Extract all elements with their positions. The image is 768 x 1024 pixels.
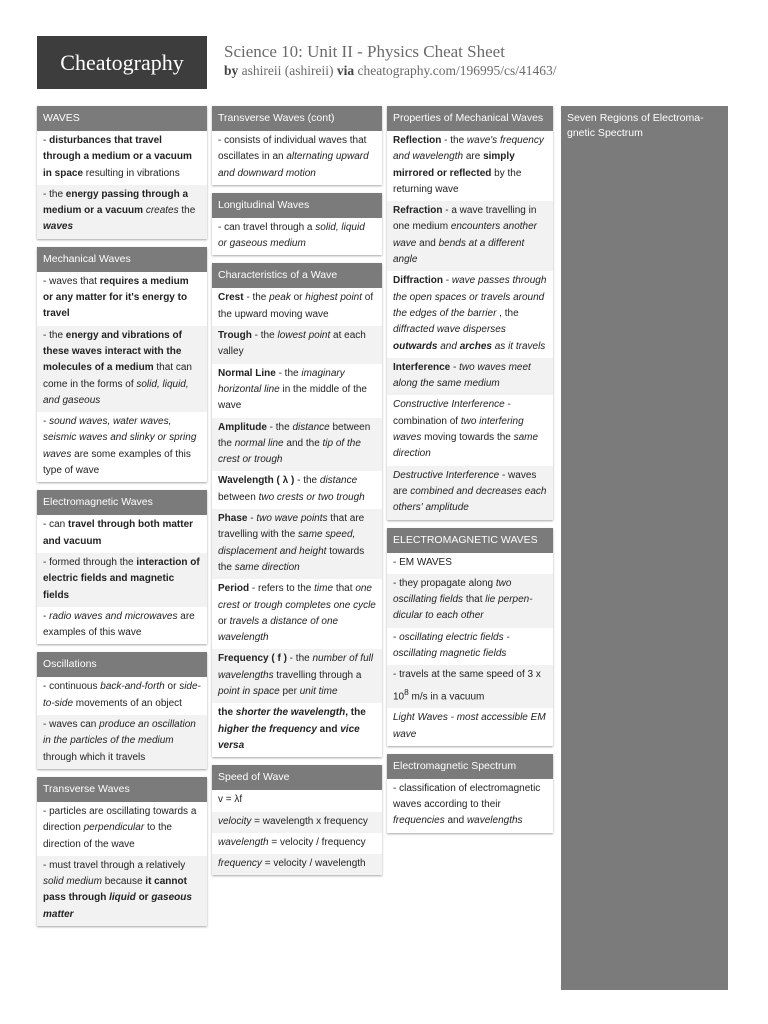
section-box	[37, 777, 207, 926]
section-box	[387, 754, 553, 833]
section-header: Properties of Mechanical Waves	[387, 106, 553, 131]
section-row: - disturbances that travel through a medium or a vacuum in space resulting in vibrations	[37, 131, 207, 185]
byline-via: via	[336, 63, 355, 78]
section-box	[212, 765, 382, 875]
section-box	[387, 106, 553, 520]
section-box	[37, 106, 207, 239]
section-row: Reflection - the wave's frequency and wavelength are simply mirrored or reflected by the returning wave	[387, 131, 553, 201]
section-row: Trough - the lowest point at each valley	[212, 326, 382, 364]
section-header: Transverse Waves (cont)	[212, 106, 382, 131]
section-header: Transverse Waves	[37, 777, 207, 802]
section-row: Frequency ( f ) - the number of full wavelengths travelling through a point in space per unit time	[212, 649, 382, 703]
section-row: - can travel through both matter and vacuum	[37, 515, 207, 553]
section-row: Normal Line - the imaginary horizontal line in the middle of the wave	[212, 364, 382, 418]
section-box	[212, 193, 382, 256]
section-row: - waves can produce an oscillation in the particles of the medium through which it travels	[37, 715, 207, 769]
section-row: - can travel through a solid, liquid or gaseous medium	[212, 218, 382, 256]
section-row: - consists of individual waves that oscillates in an alternating upward and downward motion	[212, 131, 382, 185]
section-row: velocity = wavelength x frequency	[212, 812, 382, 833]
byline-by: by	[224, 63, 239, 78]
section-row: - the energy and vibrations of these waves interact with the molecules of a medium that can come in the forms of solid, liquid, and gaseous	[37, 326, 207, 412]
section-row: - particles are oscillating towards a direction perpendicular to the direction of the wave	[37, 802, 207, 856]
byline	[224, 63, 556, 79]
section-row: Amplitude - the distance between the normal line and the tip of the crest or trough	[212, 418, 382, 472]
section-row: - oscillating electric fields - oscillating magnetic fields	[387, 628, 553, 666]
section-row: Destructive Interference - waves are combined and decreases each others' amplitude	[387, 466, 553, 520]
section-row: Constructive Interference - combination of two interfering waves moving towards the same direction	[387, 395, 553, 465]
section-header: Seven Regions of Electromagnetic Spectrum	[567, 112, 704, 139]
section-box	[212, 263, 382, 757]
section-row: Light Waves - most accessible EM wave	[387, 708, 553, 746]
section-box	[212, 106, 382, 185]
section-box	[387, 528, 553, 746]
section-header: Characteristics of a Wave	[212, 263, 382, 288]
section-box	[37, 247, 207, 483]
section-box	[37, 490, 207, 644]
column-1	[37, 106, 207, 934]
section-row: - waves that requires a medium or any matter for it's energy to travel	[37, 272, 207, 326]
section-row: wavelength = velocity / frequency	[212, 833, 382, 854]
section-row: Interference - two waves meet along the same medium	[387, 358, 553, 396]
section-row: Diffraction - wave passes through the open spaces or travels around the edges of the barrier , the diffracted wave disperses outwards and arches as it travels	[387, 271, 553, 357]
section-header: Electromagnetic Waves	[37, 490, 207, 515]
author-link[interactable]: ashireii (ashireii)	[241, 63, 334, 78]
column-2	[212, 106, 382, 883]
section-row: - formed through the interaction of electric fields and magnetic fields	[37, 553, 207, 607]
section-header: Oscillations	[37, 652, 207, 677]
section-row: the shorter the wavelength, the higher the frequency and vice versa	[212, 703, 382, 757]
sheet-url-link[interactable]: cheatography.com/196995/cs/41463/	[357, 63, 557, 78]
section-row: - EM WAVES	[387, 553, 553, 574]
section-row: - the energy passing through a medium or a vacuum creates the waves	[37, 185, 207, 239]
section-row: Crest - the peak or highest point of the upward moving wave	[212, 288, 382, 326]
section-row: Period - refers to the time that one crest or trough completes one cycle or travels a distance of one wavelength	[212, 579, 382, 649]
section-row: - sound waves, water waves, seismic waves and slinky or spring waves are some examples of this type of wave	[37, 412, 207, 482]
section-header: WAVES	[37, 106, 207, 131]
section-row: - must travel through a relatively solid medium because it cannot pass through liquid or gaseous matter	[37, 856, 207, 926]
section-header: Speed of Wave	[212, 765, 382, 790]
section-header: Longitudinal Waves	[212, 193, 382, 218]
section-header: Mechanical Waves	[37, 247, 207, 272]
section-header: ELECTROMAGNETIC WAVES	[387, 528, 553, 553]
section-row: - they propagate along two oscillating fields that lie perpendicular to each other	[387, 574, 553, 628]
section-row: Refraction - a wave travelling in one medium encounters another wave and bends at a different angle	[387, 201, 553, 271]
section-row: Wavelength ( λ ) - the distance between two crests or two trough	[212, 471, 382, 509]
section-row: - travels at the same speed of 3 x $10^8$ m/s in a vacuum	[387, 665, 553, 708]
section-box	[37, 652, 207, 768]
column-4-section	[561, 106, 728, 990]
section-row: Phase - two wave points that are travelling with the same speed, displacement and height towards the same direction	[212, 509, 382, 579]
column-3	[387, 106, 553, 841]
section-row: - classification of electromagnetic waves according to their frequencies and wavelengths	[387, 779, 553, 833]
cheatography-logo[interactable]: Cheatography	[37, 36, 207, 89]
section-row: frequency = velocity / wavelength	[212, 854, 382, 875]
page-title: Science 10: Unit II - Physics Cheat Sheet	[224, 42, 505, 61]
section-header: Electromagnetic Spectrum	[387, 754, 553, 779]
section-row: - continuous back-and-forth or side-to-side movements of an object	[37, 677, 207, 715]
section-row: v = λf	[212, 790, 382, 811]
section-row: - radio waves and microwaves are examples of this wave	[37, 607, 207, 645]
